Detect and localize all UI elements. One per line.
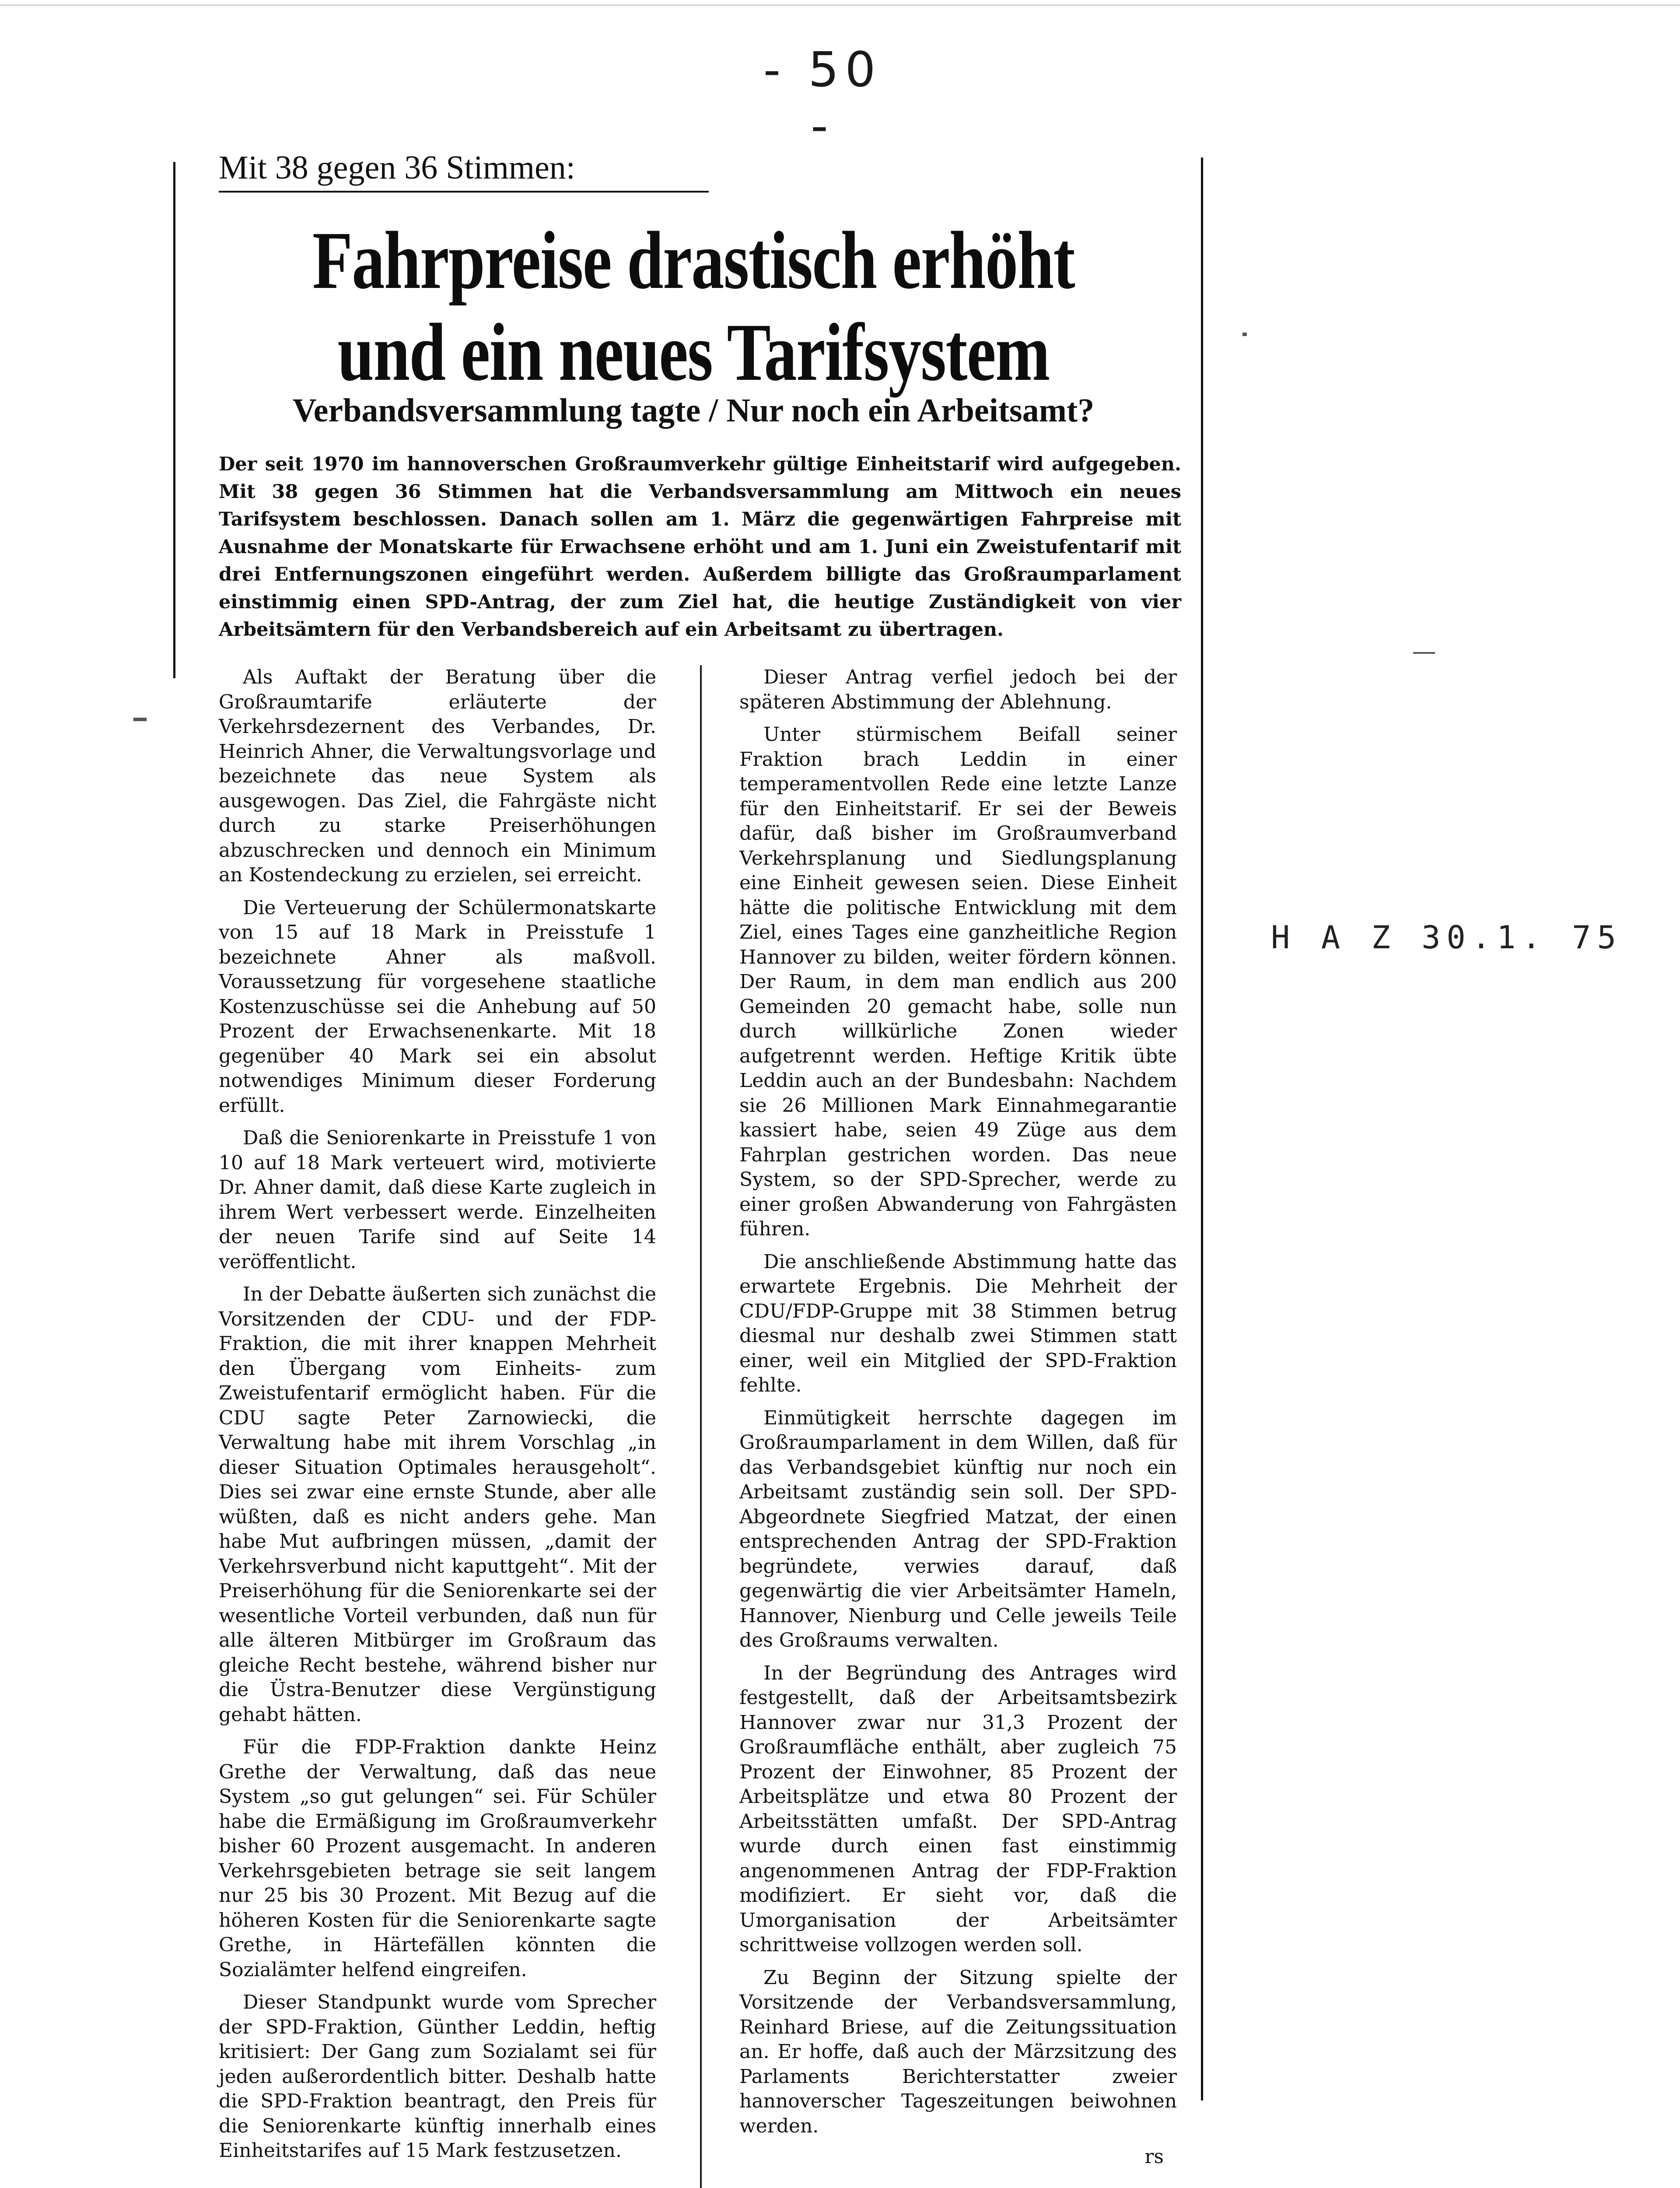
paragraph: Einmütigkeit herrschte dagegen im Großraumparlament in dem Willen, daß für das Verbandsgebiet künftig nur noch ein Arbeitsamt zuständig sein soll. Der SPD-Abgeordnete Siegfried Matzat, der einen entsprechenden Antrag der SPD-Fraktion begründete, verwies darauf, daß gegenwärtig die vier Arbeitsämter Hameln, Hannover, Nienburg und Celle jeweils Teile des Großraums verwalten.	[739, 1406, 1177, 1652]
scan-top-edge	[0, 4, 1680, 6]
body-column-right	[739, 665, 1177, 2173]
paragraph: Zu Beginn der Sitzung spielte der Vorsitzende der Verbandsversammlung, Reinhard Briese, auf die Zeitungssituation an. Er hoffe, daß auch der Märzsitzung des Parlaments Berichterstatter zweier hannoverscher Tageszeitungen beiwohnen werden.	[739, 1966, 1177, 2137]
article-kicker: Mit 38 gegen 36 Stimmen:	[219, 149, 575, 186]
paragraph: Die Verteuerung der Schülermonatskarte von 15 auf 18 Mark in Preisstufe 1 bezeichnete Ahner als maßvoll. Voraussetzung für vorgesehene staatliche Kostenzuschüsse sei die Anhebung auf 50 Prozent der Erwachsenenkarte. Mit 18 gegenüber 40 Mark sei ein absolut notwendiges Minimum dieser Forderung erfüllt.	[219, 896, 656, 1117]
clipping-edge-right	[1201, 158, 1203, 2100]
column-divider	[700, 665, 702, 2188]
headline-line-2: und ein neues Tarifsystem	[337, 306, 1050, 398]
scan-mark	[1413, 652, 1435, 654]
scan-mark	[1242, 333, 1247, 336]
kicker-underline	[219, 191, 709, 193]
clipping-edge-left	[173, 162, 175, 678]
article-subhead: Verbandsversammlung tagte / Nur noch ein Arbeitsamt?	[292, 392, 1095, 429]
paragraph: In der Debatte äußerten sich zunächst die Vorsitzenden der CDU- und der FDP-Fraktion, die mit ihrer knappen Mehrheit den Übergang vom Einheits- zum Zweistufentarif ermöglicht haben. Für die CDU sagte Peter Zarnowiecki, die Verwaltung habe mit ihrem Vorschlag „in dieser Situation Optimales herausgeholt“. Dies sei zwar eine ernste Stunde, aber alle wüßten, daß es nicht anders gehe. Man habe Mut aufbringen müssen, „damit der Verkehrsverbund nicht kaputtgeht“. Mit der Preiserhöhung für die Seniorenkarte sei der wesentliche Vorteil verbunden, daß nun für alle älteren Mitbürger im Großraum das gleiche Recht bestehe, während bisher nur die Üstra-Benutzer diese Vergünstigung gehabt hätten.	[219, 1283, 656, 1726]
paragraph: Dieser Antrag verfiel jedoch bei der späteren Abstimmung der Ablehnung.	[739, 666, 1177, 713]
article-lede: Der seit 1970 im hannoverschen Großraumverkehr gültige Einheitstarif wird aufgegeben. Mit 38 gegen 36 Stimmen hat die Verbandsversammlung am Mittwoch ein neues Tarifsystem beschlossen. Danach sollen am 1. März die gegenwärtigen Fahrpreise mit Ausnahme der Monatskarte für Erwachsene erhöht und am 1. Juni ein Zweistufentarif mit drei Entfernungszonen eingeführt werden. Außerdem billigte das Großraumparlament einstimmig einen SPD-Antrag, der zum Ziel hat, die heutige Zuständigkeit von vier Arbeitsämtern für den Verbandsbereich auf ein Arbeitsamt zu übertragen.	[219, 453, 1181, 641]
body-column-left	[219, 665, 656, 2171]
source-annotation: H A Z 30.1. 75	[1271, 919, 1622, 956]
paragraph: Dieser Standpunkt wurde vom Sprecher der SPD-Fraktion, Günther Leddin, heftig kritisiert: Der Gang zum Sozialamt sei für jeden außerordentlich bitter. Deshalb hatte die SPD-Fraktion beantragt, den Preis für die Seniorenkarte künftig innerhalb eines Einheitstarifes auf 15 Mark festzusetzen.	[219, 1991, 656, 2162]
headline-line-1: Fahrpreise drastisch erhöht	[312, 214, 1074, 306]
author-line	[739, 2146, 1177, 2173]
paragraph: In der Begründung des Antrages wird festgestellt, daß der Arbeitsamtsbezirk Hannover zwar nur 31,3 Prozent der Großraumfläche enthält, aber zugleich 75 Prozent der Einwohner, 85 Prozent der Arbeitsplätze und etwa 80 Prozent der Arbeitsstätten umfaßt. Der SPD-Antrag wurde durch einen fast einstimmig angenommenen Antrag der FDP-Fraktion modifiziert. Er sieht vor, daß die Umorganisation der Arbeitsämter schrittweise vollzogen werden soll.	[739, 1662, 1177, 1956]
newspaper-clipping	[184, 149, 1203, 2168]
paragraph: Die anschließende Abstimmung hatte das erwartete Ergebnis. Die Mehrheit der CDU/FDP-Gruppe mit 38 Stimmen betrug diesmal nur deshalb zwei Stimmen statt einer, weil ein Mitglied der SPD-Fraktion fehlte.	[739, 1250, 1177, 1396]
scan-mark	[133, 718, 147, 721]
paragraph: Für die FDP-Fraktion dankte Heinz Grethe der Verwaltung, daß das neue System „so gut gelungen“ sei. Für Schüler habe die Ermäßigung im Großraumverkehr bisher 60 Prozent ausgemacht. In anderen Verkehrsgebieten betrage sie seit langem nur 25 bis 30 Prozent. Mit Bezug auf die höheren Kosten für die Seniorenkarte sagte Grethe, in Härtefällen könnten die Sozialämter helfend eingreifen.	[219, 1736, 656, 1981]
paragraph: Als Auftakt der Beratung über die Großraumtarife erläuterte der Verkehrsdezernent des Verbandes, Dr. Heinrich Ahner, die Verwaltungsvorlage und bezeichnete das neue System als ausgewogen. Das Ziel, die Fahrgäste nicht durch zu starke Preiserhöhungen abzuschrecken und dennoch ein Minimum an Kostendeckung zu erzielen, sei erreicht.	[219, 666, 656, 886]
article-headline	[286, 214, 1101, 398]
author-initials: rs	[1144, 2146, 1164, 2168]
article-body	[219, 665, 1199, 2168]
paragraph: Daß die Seniorenkarte in Preisstufe 1 von 10 auf 18 Mark verteuert wird, motivierte Dr. Ahner damit, daß diese Karte zugleich in ihrem Wert verbessert werde. Einzelheiten der neuen Tarife sind auf Seite 14 veröffentlicht.	[219, 1127, 656, 1273]
page-number: - 50 -	[763, 42, 882, 154]
paragraph: Unter stürmischem Beifall seiner Fraktion brach Leddin in einer temperamentvollen Rede eine letzte Lanze für den Einheitstarif. Er sei der Beweis dafür, daß bisher im Großraumverband Verkehrsplanung und Siedlungsplanung eine Einheit gewesen seien. Diese Einheit hätte die politische Entwicklung mit dem Ziel, eines Tages eine ganzheitliche Region Hannover zu bilden, weiter fördern können. Der Raum, in dem man endlich aus 200 Gemeinden 20 gemacht habe, solle nun durch willkürliche Zonen wieder aufgetrennt werden. Heftige Kritik übte Leddin auch an der Bundesbahn: Nachdem sie 26 Millionen Mark Einnahmegarantie kassiert habe, seien 49 Züge aus dem Fahrplan gestrichen worden. Das neue System, so der SPD-Sprecher, werde zu einer großen Abwanderung von Fahrgästen führen.	[739, 723, 1177, 1240]
